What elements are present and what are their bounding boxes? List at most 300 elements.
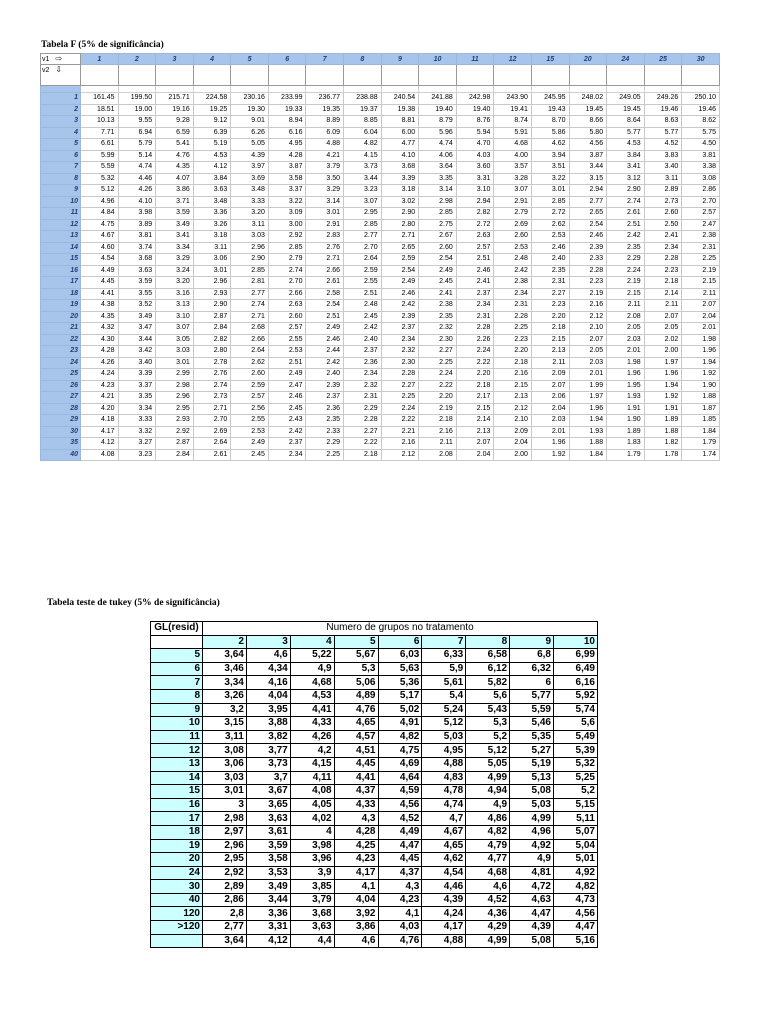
tukey-value-cell: 3,68 — [290, 907, 334, 921]
f-value-cell: 8.85 — [344, 116, 382, 128]
f-value-cell: 224.58 — [193, 93, 231, 105]
gl-row-label: 24 — [151, 866, 203, 880]
v2-row-label: 9 — [41, 185, 81, 197]
v1-header-cell: 25 — [644, 54, 682, 65]
empty-cell — [81, 86, 119, 93]
f-value-cell: 3.12 — [607, 173, 645, 185]
empty-cell — [268, 65, 306, 86]
gl-row-label — [151, 934, 203, 948]
tukey-value-cell: 4,54 — [422, 866, 466, 880]
f-value-cell: 2.70 — [682, 196, 720, 208]
tukey-value-cell: 3,7 — [246, 771, 290, 785]
f-value-cell: 1.99 — [569, 380, 607, 392]
f-value-cell: 9.28 — [156, 116, 194, 128]
f-value-cell: 2.12 — [494, 403, 532, 415]
f-table-row — [41, 219, 720, 231]
f-value-cell: 3.83 — [644, 150, 682, 162]
tukey-value-cell: 5,36 — [378, 676, 422, 690]
tukey-value-cell: 4,9 — [510, 853, 554, 867]
f-value-cell: 2.20 — [531, 311, 569, 323]
f-value-cell: 2.37 — [381, 323, 419, 335]
f-value-cell: 2.45 — [344, 311, 382, 323]
tukey-value-cell: 4,16 — [246, 676, 290, 690]
f-value-cell: 2.49 — [231, 438, 269, 450]
tukey-value-cell: 4,28 — [334, 825, 378, 839]
empty-cell — [381, 86, 419, 93]
tukey-value-cell: 4,57 — [334, 730, 378, 744]
f-value-cell: 8.94 — [268, 116, 306, 128]
f-value-cell: 233.99 — [268, 93, 306, 105]
v1-header-cell: 5 — [231, 54, 269, 65]
f-table-row — [41, 300, 720, 312]
f-value-cell: 2.80 — [381, 219, 419, 231]
group-count-cell: 7 — [422, 635, 466, 649]
f-value-cell: 2.31 — [682, 242, 720, 254]
tukey-value-cell: 3,92 — [334, 907, 378, 921]
f-value-cell: 2.85 — [531, 196, 569, 208]
f-value-cell: 4.03 — [456, 150, 494, 162]
v2-row-label: 20 — [41, 311, 81, 323]
f-value-cell: 2.10 — [494, 415, 532, 427]
f-value-cell: 4.17 — [81, 426, 119, 438]
empty-cell — [156, 65, 194, 86]
tukey-value-cell: 4,99 — [510, 812, 554, 826]
f-value-cell: 5.59 — [81, 162, 119, 174]
tukey-group-count-row — [151, 635, 598, 649]
f-value-cell: 2.62 — [531, 219, 569, 231]
gl-row-label: 8 — [151, 689, 203, 703]
tukey-table-row — [151, 921, 598, 935]
f-value-cell: 2.82 — [193, 334, 231, 346]
f-table-row — [41, 323, 720, 335]
tukey-value-cell: 4,39 — [510, 921, 554, 935]
v2-row-label: 13 — [41, 231, 81, 243]
f-value-cell: 3.87 — [569, 150, 607, 162]
f-value-cell: 1.97 — [644, 357, 682, 369]
f-value-cell: 4.60 — [81, 242, 119, 254]
v2-row-label: 18 — [41, 288, 81, 300]
f-value-cell: 1.98 — [682, 334, 720, 346]
f-value-cell: 2.16 — [381, 438, 419, 450]
f-value-cell: 4.18 — [81, 415, 119, 427]
f-value-cell: 5.94 — [456, 127, 494, 139]
v1-corner-cell — [41, 54, 81, 65]
f-value-cell: 9.12 — [193, 116, 231, 128]
f-value-cell: 2.51 — [268, 357, 306, 369]
tukey-table-row — [151, 717, 598, 731]
f-value-cell: 2.22 — [344, 438, 382, 450]
f-value-cell: 2.32 — [381, 346, 419, 358]
tukey-value-cell: 5,08 — [510, 934, 554, 948]
f-value-cell: 4.12 — [81, 438, 119, 450]
f-value-cell: 2.34 — [644, 242, 682, 254]
tukey-value-cell: 3,36 — [246, 907, 290, 921]
f-value-cell: 2.19 — [569, 288, 607, 300]
tukey-value-cell: 2,97 — [203, 825, 247, 839]
f-value-cell: 2.53 — [531, 231, 569, 243]
f-value-cell: 3.28 — [494, 173, 532, 185]
f-value-cell: 2.95 — [344, 208, 382, 220]
f-value-cell: 2.11 — [531, 357, 569, 369]
v2-row-label: 22 — [41, 334, 81, 346]
f-value-cell: 3.87 — [268, 162, 306, 174]
f-value-cell: 2.61 — [193, 449, 231, 461]
f-value-cell: 3.97 — [231, 162, 269, 174]
f-value-cell: 4.39 — [231, 150, 269, 162]
f-value-cell: 2.47 — [268, 380, 306, 392]
f-value-cell: 3.84 — [607, 150, 645, 162]
f-value-cell: 2.04 — [494, 438, 532, 450]
f-value-cell: 3.29 — [306, 185, 344, 197]
f-value-cell: 2.51 — [344, 288, 382, 300]
empty-cell — [644, 65, 682, 86]
f-value-cell: 3.48 — [193, 196, 231, 208]
f-value-cell: 3.73 — [344, 162, 382, 174]
f-value-cell: 2.90 — [231, 254, 269, 266]
tukey-value-cell: 5,03 — [422, 730, 466, 744]
f-table-row — [41, 346, 720, 358]
v2-label: v2 — [42, 67, 50, 74]
f-value-cell: 3.03 — [231, 231, 269, 243]
tukey-value-cell: 3,03 — [203, 771, 247, 785]
f-value-cell: 19.35 — [306, 104, 344, 116]
f-value-cell: 2.45 — [231, 449, 269, 461]
f-value-cell: 4.54 — [81, 254, 119, 266]
tukey-value-cell: 3,15 — [203, 717, 247, 731]
f-value-cell: 2.64 — [231, 346, 269, 358]
f-value-cell: 4.20 — [81, 403, 119, 415]
f-value-cell: 2.69 — [193, 426, 231, 438]
f-value-cell: 2.92 — [268, 231, 306, 243]
f-value-cell: 5.75 — [682, 127, 720, 139]
f-value-cell: 2.28 — [344, 415, 382, 427]
v2-row-label: 27 — [41, 392, 81, 404]
v1-header-cell: 8 — [344, 54, 382, 65]
f-value-cell: 2.77 — [344, 231, 382, 243]
f-value-cell: 3.51 — [531, 162, 569, 174]
tukey-value-cell: 3,63 — [290, 921, 334, 935]
tukey-value-cell: 5,03 — [510, 798, 554, 812]
f-value-cell: 3.01 — [193, 265, 231, 277]
tukey-value-cell: 5,13 — [510, 771, 554, 785]
f-value-cell: 2.04 — [682, 311, 720, 323]
f-value-cell: 2.46 — [306, 334, 344, 346]
tukey-value-cell: 4,12 — [246, 934, 290, 948]
f-value-cell: 2.71 — [193, 403, 231, 415]
tukey-value-cell: 4,91 — [378, 717, 422, 731]
tukey-value-cell: 3 — [203, 798, 247, 812]
f-value-cell: 9.55 — [118, 116, 156, 128]
empty-cell — [569, 86, 607, 93]
tukey-value-cell: 3,9 — [290, 866, 334, 880]
tukey-table-row — [151, 785, 598, 799]
f-value-cell: 3.98 — [118, 208, 156, 220]
f-value-cell: 2.72 — [456, 219, 494, 231]
tukey-value-cell: 2,98 — [203, 812, 247, 826]
f-value-cell: 1.89 — [607, 426, 645, 438]
v2-row-label: 24 — [41, 357, 81, 369]
tukey-value-cell: 4,52 — [378, 812, 422, 826]
v2-row-label: 19 — [41, 300, 81, 312]
f-value-cell: 2.07 — [569, 334, 607, 346]
v1-header-cell: 1 — [81, 54, 119, 65]
tukey-value-cell: 4,1 — [334, 880, 378, 894]
f-table-row — [41, 449, 720, 461]
empty-cell — [419, 65, 457, 86]
f-value-cell: 3.01 — [531, 185, 569, 197]
f-value-cell: 3.74 — [118, 242, 156, 254]
f-value-cell: 5.79 — [118, 139, 156, 151]
f-value-cell: 2.25 — [682, 254, 720, 266]
f-value-cell: 4.74 — [118, 162, 156, 174]
f-value-cell: 3.18 — [381, 185, 419, 197]
f-value-cell: 1.85 — [682, 415, 720, 427]
v2-row-label: 21 — [41, 323, 81, 335]
f-value-cell: 2.13 — [531, 346, 569, 358]
f-value-cell: 2.37 — [344, 346, 382, 358]
v2-row-label: 4 — [41, 127, 81, 139]
f-value-cell: 4.30 — [81, 334, 119, 346]
f-value-cell: 2.60 — [231, 369, 269, 381]
f-value-cell: 245.95 — [531, 93, 569, 105]
f-value-cell: 2.40 — [531, 254, 569, 266]
f-value-cell: 2.51 — [607, 219, 645, 231]
f-value-cell: 2.94 — [456, 196, 494, 208]
tukey-value-cell: 4,45 — [378, 853, 422, 867]
f-table-row — [41, 150, 720, 162]
f-value-cell: 2.04 — [531, 403, 569, 415]
tukey-value-cell: 3,58 — [246, 853, 290, 867]
f-value-cell: 4.21 — [306, 150, 344, 162]
tukey-value-cell: 4 — [290, 825, 334, 839]
f-value-cell: 2.20 — [419, 392, 457, 404]
f-value-cell: 2.59 — [381, 254, 419, 266]
f-value-cell: 2.84 — [156, 449, 194, 461]
f-value-cell: 250.10 — [682, 93, 720, 105]
v2-row-label: 1 — [41, 93, 81, 105]
f-value-cell: 1.95 — [607, 380, 645, 392]
tukey-value-cell: 4,3 — [378, 880, 422, 894]
f-value-cell: 2.70 — [193, 415, 231, 427]
f-value-cell: 2.86 — [682, 185, 720, 197]
tukey-value-cell: 5,6 — [466, 689, 510, 703]
f-table-row — [41, 392, 720, 404]
f-value-cell: 3.50 — [306, 173, 344, 185]
f-value-cell: 6.59 — [156, 127, 194, 139]
f-value-cell: 2.77 — [231, 288, 269, 300]
f-value-cell: 3.49 — [118, 311, 156, 323]
tukey-value-cell: 3,77 — [246, 744, 290, 758]
tukey-value-cell: 2,86 — [203, 893, 247, 907]
f-value-cell: 2.90 — [607, 185, 645, 197]
tukey-table-row — [151, 934, 598, 948]
tukey-value-cell: 4,82 — [378, 730, 422, 744]
f-value-cell: 2.54 — [306, 300, 344, 312]
v2-row-label: 28 — [41, 403, 81, 415]
tukey-value-cell: 4,68 — [290, 676, 334, 690]
f-value-cell: 2.64 — [344, 254, 382, 266]
f-value-cell: 2.16 — [569, 300, 607, 312]
f-value-cell: 2.28 — [569, 265, 607, 277]
tukey-value-cell: 5,04 — [554, 839, 598, 853]
v1-header-cell: 10 — [419, 54, 457, 65]
f-value-cell: 3.63 — [118, 265, 156, 277]
tukey-value-cell: 4,41 — [334, 771, 378, 785]
f-value-cell: 2.50 — [644, 219, 682, 231]
f-value-cell: 3.10 — [156, 311, 194, 323]
v1-header-cell: 11 — [456, 54, 494, 65]
v2-row-label: 40 — [41, 449, 81, 461]
f-value-cell: 2.81 — [231, 277, 269, 289]
f-value-cell: 2.42 — [268, 426, 306, 438]
empty-cell — [569, 65, 607, 86]
tukey-value-cell: 3,31 — [246, 921, 290, 935]
f-value-cell: 2.51 — [306, 311, 344, 323]
f-value-cell: 2.25 — [306, 449, 344, 461]
f-value-cell: 2.41 — [644, 231, 682, 243]
f-value-cell: 5.80 — [569, 127, 607, 139]
group-count-cell: 5 — [334, 635, 378, 649]
f-value-cell: 3.01 — [306, 208, 344, 220]
tukey-value-cell: 4,89 — [334, 689, 378, 703]
f-value-cell: 2.23 — [569, 277, 607, 289]
f-value-cell: 3.55 — [118, 288, 156, 300]
v2-row-label: 25 — [41, 369, 81, 381]
empty-cell — [118, 86, 156, 93]
tukey-value-cell: 4,47 — [378, 839, 422, 853]
group-count-cell: 8 — [466, 635, 510, 649]
tukey-value-cell: 4,29 — [466, 921, 510, 935]
f-value-cell: 241.88 — [419, 93, 457, 105]
v1-header-cell: 24 — [607, 54, 645, 65]
f-value-cell: 2.79 — [268, 254, 306, 266]
tukey-value-cell: 3,44 — [246, 893, 290, 907]
tukey-value-cell: 5,63 — [378, 662, 422, 676]
tukey-value-cell: 4,23 — [378, 893, 422, 907]
tukey-value-cell: 4,05 — [290, 798, 334, 812]
group-count-cell: 3 — [246, 635, 290, 649]
f-value-cell: 2.35 — [607, 242, 645, 254]
f-value-cell: 2.18 — [419, 415, 457, 427]
tukey-value-cell: 4,26 — [290, 730, 334, 744]
tukey-table-row — [151, 812, 598, 826]
tukey-table — [150, 621, 598, 948]
f-value-cell: 1.92 — [531, 449, 569, 461]
f-value-cell: 2.31 — [344, 392, 382, 404]
f-value-cell: 3.44 — [569, 162, 607, 174]
f-value-cell: 2.32 — [344, 380, 382, 392]
f-value-cell: 2.05 — [644, 323, 682, 335]
tukey-value-cell: 4,47 — [510, 907, 554, 921]
tukey-value-cell: 4,88 — [422, 757, 466, 771]
f-value-cell: 5.14 — [118, 150, 156, 162]
empty-cell — [306, 86, 344, 93]
f-value-cell: 4.95 — [268, 139, 306, 151]
v2-row-label: 6 — [41, 150, 81, 162]
f-value-cell: 242.98 — [456, 93, 494, 105]
f-value-cell: 2.91 — [306, 219, 344, 231]
gl-row-label: 11 — [151, 730, 203, 744]
tukey-value-cell: 5,32 — [554, 757, 598, 771]
f-value-cell: 2.80 — [193, 346, 231, 358]
gl-row-label: 5 — [151, 649, 203, 663]
f-value-cell: 3.02 — [381, 196, 419, 208]
f-value-cell: 2.74 — [231, 300, 269, 312]
f-value-cell: 3.23 — [344, 185, 382, 197]
f-value-cell: 3.58 — [268, 173, 306, 185]
f-value-cell: 2.34 — [344, 369, 382, 381]
f-value-cell: 2.07 — [531, 380, 569, 392]
tukey-value-cell: 4,51 — [334, 744, 378, 758]
f-value-cell: 2.73 — [193, 392, 231, 404]
f-value-cell: 1.78 — [644, 449, 682, 461]
f-value-cell: 2.18 — [456, 380, 494, 392]
f-value-cell: 2.93 — [156, 415, 194, 427]
f-value-cell: 2.22 — [456, 357, 494, 369]
tukey-value-cell: 5,46 — [510, 717, 554, 731]
tukey-value-cell: 5,67 — [334, 649, 378, 663]
f-value-cell: 19.37 — [344, 104, 382, 116]
f-value-cell: 2.13 — [456, 426, 494, 438]
f-value-cell: 2.90 — [193, 300, 231, 312]
f-value-cell: 4.77 — [381, 139, 419, 151]
tukey-table-row — [151, 839, 598, 853]
gl-row-label: >120 — [151, 921, 203, 935]
f-value-cell: 2.54 — [381, 265, 419, 277]
f-value-cell: 2.28 — [644, 254, 682, 266]
tukey-value-cell: 3,64 — [203, 934, 247, 948]
f-value-cell: 2.42 — [306, 357, 344, 369]
tukey-value-cell: 4,3 — [334, 812, 378, 826]
f-value-cell: 1.88 — [644, 426, 682, 438]
tukey-value-cell: 4,53 — [290, 689, 334, 703]
f-value-cell: 3.35 — [118, 392, 156, 404]
f-value-cell: 2.57 — [456, 242, 494, 254]
f-value-cell: 4.49 — [81, 265, 119, 277]
tukey-value-cell: 3,34 — [203, 676, 247, 690]
f-value-cell: 8.89 — [306, 116, 344, 128]
f-value-cell: 6.26 — [231, 127, 269, 139]
tukey-value-cell: 5,07 — [554, 825, 598, 839]
f-value-cell: 2.59 — [231, 380, 269, 392]
f-v2-row — [41, 65, 720, 86]
f-value-cell: 1.96 — [607, 369, 645, 381]
f-value-cell: 2.34 — [456, 300, 494, 312]
f-value-cell: 3.16 — [156, 288, 194, 300]
f-value-cell: 1.94 — [644, 380, 682, 392]
f-table-row — [41, 288, 720, 300]
f-value-cell: 3.14 — [306, 196, 344, 208]
f-value-cell: 4.75 — [81, 219, 119, 231]
tukey-value-cell: 5,12 — [422, 717, 466, 731]
f-value-cell: 2.54 — [569, 219, 607, 231]
v1-label: v1 — [42, 56, 50, 63]
gl-row-label: 17 — [151, 812, 203, 826]
f-value-cell: 2.57 — [231, 392, 269, 404]
f-value-cell: 2.69 — [494, 219, 532, 231]
f-value-cell: 2.03 — [569, 357, 607, 369]
tukey-table-row — [151, 798, 598, 812]
tukey-table-row — [151, 689, 598, 703]
f-value-cell: 3.07 — [494, 185, 532, 197]
f-table-row — [41, 403, 720, 415]
tukey-value-cell: 3,53 — [246, 866, 290, 880]
f-value-cell: 5.05 — [231, 139, 269, 151]
v2-row-label: 29 — [41, 415, 81, 427]
f-table-row — [41, 231, 720, 243]
f-value-cell: 2.92 — [156, 426, 194, 438]
f-value-cell: 4.12 — [193, 162, 231, 174]
